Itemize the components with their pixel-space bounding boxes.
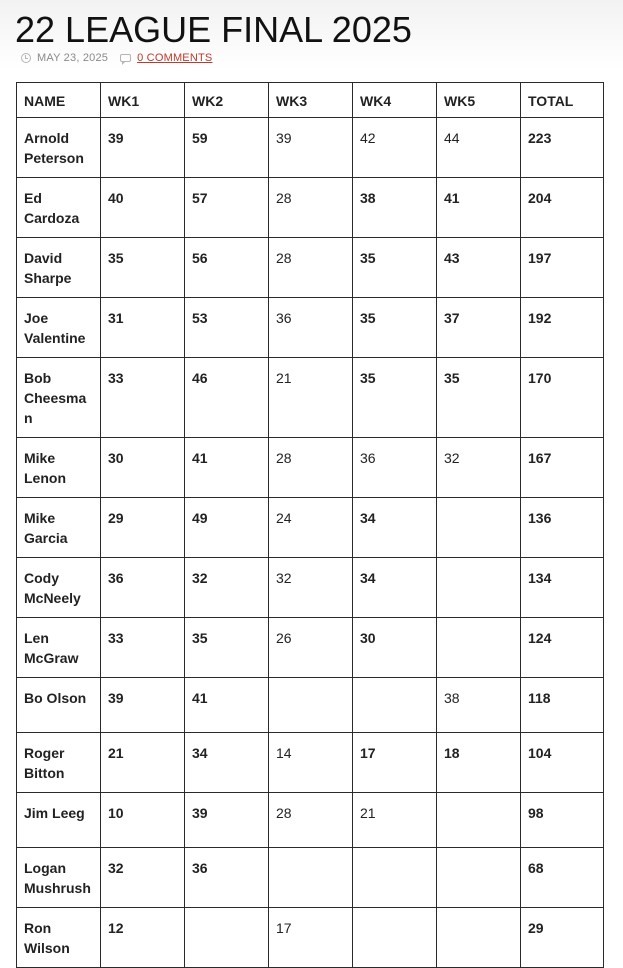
comment-bubble-icon xyxy=(120,54,131,62)
cell-name: Len McGraw xyxy=(17,618,101,678)
cell-wk3: 14 xyxy=(269,733,353,793)
cell-total: 134 xyxy=(521,558,604,618)
post-date: MAY 23, 2025 xyxy=(37,52,109,64)
table-row xyxy=(17,558,604,618)
table-row xyxy=(17,298,604,358)
cell-wk2: 39 xyxy=(185,793,269,848)
cell-wk3: 28 xyxy=(269,793,353,848)
cell-total: 197 xyxy=(521,238,604,298)
cell-wk1: 10 xyxy=(101,793,185,848)
cell-wk1: 39 xyxy=(101,118,185,178)
cell-wk1: 33 xyxy=(101,358,185,438)
cell-wk4: 35 xyxy=(353,238,437,298)
cell-wk4: 36 xyxy=(353,438,437,498)
cell-wk4: 35 xyxy=(353,298,437,358)
cell-wk4 xyxy=(353,908,437,968)
cell-wk5: 37 xyxy=(437,298,521,358)
cell-name: Jim Leeg xyxy=(17,793,101,848)
cell-name: Bo Olson xyxy=(17,678,101,733)
cell-wk1: 21 xyxy=(101,733,185,793)
cell-wk5 xyxy=(437,618,521,678)
cell-wk1: 40 xyxy=(101,178,185,238)
cell-wk2: 53 xyxy=(185,298,269,358)
cell-wk4: 30 xyxy=(353,618,437,678)
clock-icon xyxy=(21,53,31,63)
cell-wk2: 57 xyxy=(185,178,269,238)
cell-wk1: 39 xyxy=(101,678,185,733)
cell-total: 29 xyxy=(521,908,604,968)
cell-total: 68 xyxy=(521,848,604,908)
cell-wk3: 39 xyxy=(269,118,353,178)
cell-wk4: 35 xyxy=(353,358,437,438)
header-wk1: WK1 xyxy=(101,83,185,118)
cell-wk5: 41 xyxy=(437,178,521,238)
table-row xyxy=(17,678,604,733)
header-wk3: WK3 xyxy=(269,83,353,118)
cell-wk1: 12 xyxy=(101,908,185,968)
cell-name: Ed Cardoza xyxy=(17,178,101,238)
cell-wk5: 18 xyxy=(437,733,521,793)
cell-wk3: 36 xyxy=(269,298,353,358)
cell-total: 104 xyxy=(521,733,604,793)
cell-name: Joe Valentine xyxy=(17,298,101,358)
cell-total: 136 xyxy=(521,498,604,558)
cell-wk3: 26 xyxy=(269,618,353,678)
table-row xyxy=(17,178,604,238)
cell-wk3: 32 xyxy=(269,558,353,618)
cell-name: Bob Cheesman xyxy=(17,358,101,438)
header-total: TOTAL xyxy=(521,83,604,118)
cell-wk1: 33 xyxy=(101,618,185,678)
cell-wk5 xyxy=(437,793,521,848)
cell-name: Roger Bitton xyxy=(17,733,101,793)
cell-wk3: 21 xyxy=(269,358,353,438)
header-name: NAME xyxy=(17,83,101,118)
cell-name: Logan Mushrush xyxy=(17,848,101,908)
cell-wk5: 38 xyxy=(437,678,521,733)
cell-wk1: 32 xyxy=(101,848,185,908)
cell-wk2: 59 xyxy=(185,118,269,178)
cell-total: 167 xyxy=(521,438,604,498)
cell-total: 124 xyxy=(521,618,604,678)
cell-wk5: 32 xyxy=(437,438,521,498)
cell-wk5 xyxy=(437,558,521,618)
cell-name: Ron Wilson xyxy=(17,908,101,968)
cell-wk4: 42 xyxy=(353,118,437,178)
cell-wk4 xyxy=(353,678,437,733)
cell-wk2: 35 xyxy=(185,618,269,678)
cell-wk3: 28 xyxy=(269,238,353,298)
table-row xyxy=(17,118,604,178)
cell-wk1: 35 xyxy=(101,238,185,298)
cell-name: Mike Lenon xyxy=(17,438,101,498)
cell-wk4: 34 xyxy=(353,498,437,558)
cell-total: 192 xyxy=(521,298,604,358)
cell-total: 170 xyxy=(521,358,604,438)
cell-total: 223 xyxy=(521,118,604,178)
cell-wk3: 24 xyxy=(269,498,353,558)
cell-wk5 xyxy=(437,908,521,968)
header-wk2: WK2 xyxy=(185,83,269,118)
table-row xyxy=(17,733,604,793)
cell-wk2: 41 xyxy=(185,438,269,498)
cell-wk3 xyxy=(269,678,353,733)
cell-wk3: 28 xyxy=(269,178,353,238)
table-row xyxy=(17,618,604,678)
cell-total: 204 xyxy=(521,178,604,238)
cell-name: Mike Garcia xyxy=(17,498,101,558)
cell-wk2: 56 xyxy=(185,238,269,298)
cell-wk3 xyxy=(269,848,353,908)
table-body xyxy=(17,118,604,968)
cell-wk2: 46 xyxy=(185,358,269,438)
cell-wk3: 28 xyxy=(269,438,353,498)
cell-name: David Sharpe xyxy=(17,238,101,298)
cell-name: Arnold Peterson xyxy=(17,118,101,178)
cell-wk2: 32 xyxy=(185,558,269,618)
post-meta xyxy=(21,51,212,65)
cell-wk5: 35 xyxy=(437,358,521,438)
cell-wk2: 34 xyxy=(185,733,269,793)
cell-wk5: 43 xyxy=(437,238,521,298)
table-row xyxy=(17,238,604,298)
cell-wk5 xyxy=(437,848,521,908)
cell-total: 118 xyxy=(521,678,604,733)
cell-wk5: 44 xyxy=(437,118,521,178)
cell-wk1: 29 xyxy=(101,498,185,558)
page-title: 22 LEAGUE FINAL 2025 xyxy=(15,9,412,50)
table-row xyxy=(17,793,604,848)
league-results-table xyxy=(16,82,604,968)
table-header-row xyxy=(17,83,604,118)
table-row xyxy=(17,438,604,498)
cell-wk2: 49 xyxy=(185,498,269,558)
cell-wk1: 31 xyxy=(101,298,185,358)
cell-wk4: 34 xyxy=(353,558,437,618)
table-row xyxy=(17,848,604,908)
table-row xyxy=(17,358,604,438)
header-wk4: WK4 xyxy=(353,83,437,118)
cell-wk2: 41 xyxy=(185,678,269,733)
cell-wk3: 17 xyxy=(269,908,353,968)
cell-wk1: 36 xyxy=(101,558,185,618)
cell-name: Cody McNeely xyxy=(17,558,101,618)
cell-wk1: 30 xyxy=(101,438,185,498)
cell-wk5 xyxy=(437,498,521,558)
table-row xyxy=(17,908,604,968)
table-row xyxy=(17,498,604,558)
cell-wk4 xyxy=(353,848,437,908)
cell-total: 98 xyxy=(521,793,604,848)
cell-wk2: 36 xyxy=(185,848,269,908)
cell-wk2 xyxy=(185,908,269,968)
cell-wk4: 21 xyxy=(353,793,437,848)
cell-wk4: 38 xyxy=(353,178,437,238)
header-wk5: WK5 xyxy=(437,83,521,118)
comments-link[interactable]: 0 COMMENTS xyxy=(137,52,213,64)
cell-wk4: 17 xyxy=(353,733,437,793)
